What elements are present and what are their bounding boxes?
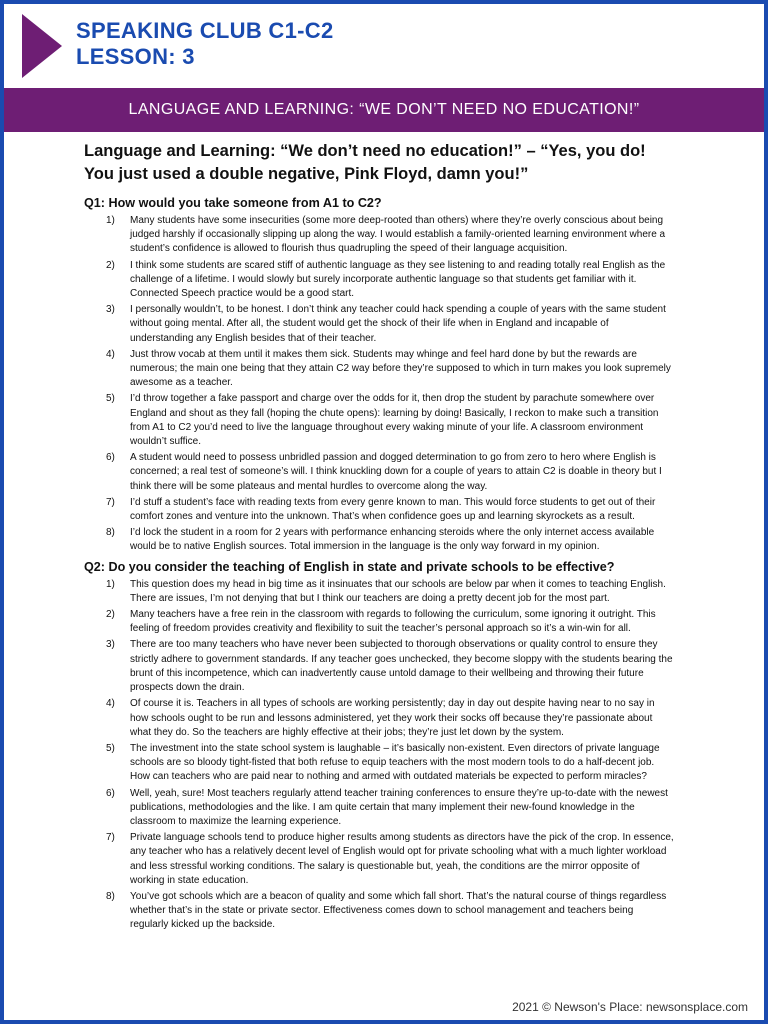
list-item	[84, 259, 674, 302]
item-text: The investment into the state school system is laughable – it’s basically non-existent. Even directors of private language schools are so bloody tight-fisted that both refuse to equip teachers with the most modern tools to do a half-decent job. How can teachers who are paid near to nothing and armed with outdated materials be expected to perform miracles?	[130, 742, 660, 783]
item-text: I think some students are scared stiff of authentic language as they see listening to and reading totally real English as the challenge of a lifetime. I would slowly but surely incorporate authentic language so that students get familiar with it. Connected Speech practice would be a good start.	[130, 259, 666, 300]
list-item	[84, 348, 674, 391]
item-number: 2)	[106, 609, 115, 621]
item-text: I personally wouldn’t, to be honest. I don’t think any teacher could hack spending a couple of years with the same student without going mental. After all, the student would get the shock of their life when in England and incapable of understanding any English besides that of their teacher.	[130, 304, 666, 344]
answer-list-q1	[84, 214, 674, 555]
play-triangle-icon	[22, 14, 62, 78]
item-text: A student would need to possess unbridled passion and dogged determination to go from zero to hero where English is concerned; a real test of someone’s will. I think knuckling down for a couple of years to attain C2 is doable in theory but I think there will be some plateaus and mental hurdles to overcome along the way.	[130, 452, 662, 492]
item-text: I’d stuff a student’s face with reading texts from every genre known to man. This would force students to get out of their comfort zones and venture into the unknown. That’s when confidence goes up and learning skyrockets as a result.	[130, 496, 656, 523]
document-title: Language and Learning: “We don’t need no education!” – “Yes, you do! You just used a double negative, Pink Floyd, damn you!”	[84, 142, 646, 183]
item-text: Many teachers have a free rein in the classroom with regards to following the curriculum, some ignoring it outright. This feeling of freedom provides creativity and flexibility to suit the teacher’s personal approach so it’s a win-win for all.	[130, 609, 656, 635]
list-item	[84, 451, 674, 494]
item-number: 7)	[106, 832, 115, 844]
club-title: SPEAKING CLUB C1-C2	[76, 18, 334, 43]
list-item	[84, 890, 674, 933]
item-number: 5)	[106, 742, 115, 754]
item-text: Just throw vocab at them until it makes them sick. Students may whinge and feel hard done by but the rewards are numerous; the main one being that they attain C2 way before they’re supposed to which in turn makes you look supremely awesome as a teacher.	[130, 348, 671, 389]
lesson-title: LESSON: 3	[76, 44, 195, 69]
item-number: 8)	[106, 890, 115, 902]
item-number: 2)	[106, 259, 115, 271]
item-number: 8)	[106, 527, 115, 539]
question-2: Q2: Do you consider the teaching of English in state and private schools to be effective?	[84, 559, 615, 574]
item-number: 1)	[106, 215, 115, 226]
item-number: 6)	[106, 452, 115, 464]
item-number: 3)	[106, 304, 115, 316]
item-number: 5)	[106, 393, 115, 405]
item-text: Many students have some insecurities (some more deep-rooted than others) where they’re overly conscious about being judged harshly if occasionally slipping up along the way. I would establish a family-oriented learning environment where a student’s confidence is allowed to flourish thus quadrupling the speed of their language acquisition.	[130, 215, 666, 255]
list-item	[84, 526, 674, 554]
list-item	[84, 392, 674, 449]
list-item	[84, 608, 674, 636]
item-text: Of course it is. Teachers in all types of schools are working persistently; day in day out despite having near to no say in how schools ought to be run and lessons administered, yet they work their socks off because they’re passionate about what they do. So the teachers are highly effective at their jobs; they’re just let down by the system.	[130, 698, 655, 738]
list-item	[84, 831, 674, 888]
item-text: You’ve got schools which are a beacon of quality and some which fall short. That’s the natural course of things regardless whether that’s in the state or private sector. Effectiveness comes down to school management and teachers being regularly kicked up the backside.	[130, 890, 667, 931]
item-number: 6)	[106, 787, 115, 799]
document-body	[84, 140, 674, 935]
item-number: 7)	[106, 496, 115, 508]
item-number: 1)	[106, 578, 115, 590]
list-item	[84, 578, 674, 606]
header	[0, 0, 768, 88]
list-item	[84, 496, 674, 524]
item-number: 4)	[106, 698, 115, 710]
item-number: 4)	[106, 348, 115, 360]
list-item	[84, 787, 674, 830]
list-item	[84, 214, 674, 257]
item-text: This question does my head in big time as it insinuates that our schools are below par when it comes to teaching English. There are issues, I’m not denying that but I think our teachers are doing a pretty decent job for the most part.	[130, 578, 666, 604]
item-text: Private language schools tend to produce higher results among students as directors have the pick of the crop. In essence, any teacher who has a relatively decent level of English would opt for private schooling what with a much lighter workload and less stressful working conditions. The salary is questionable but, yeah, the conditions are the mirror opposite of working in state education.	[130, 832, 674, 886]
item-text: I’d lock the student in a room for 2 years with performance enhancing steroids where the only internet access available would be to native English sources. Total immersion in the language is the only way forward in my opinion.	[130, 527, 655, 553]
list-item	[84, 742, 674, 785]
item-text: There are too many teachers who have never been subjected to thorough observations or quality control to ensure they strictly adhere to government standards. If any teacher goes unchecked, they become sloppy with the students bearing the brunt of this incompetence, which can inadvertently cause untold damage to their wellbeing and throwing their future prospects down the drain.	[130, 639, 673, 694]
question-1: Q1: How would you take someone from A1 to C2?	[84, 196, 382, 210]
list-item	[84, 303, 674, 346]
list-item	[84, 638, 674, 695]
item-number: 3)	[106, 639, 115, 651]
item-text: I’d throw together a fake passport and charge over the odds for it, then drop the student by parachute somewhere over England and shout as they fall (hoping the chute opens): learning by doing! Basically, I reckon to make such a transition from A1 to C2 you’d need to live the language throughout every waking minute of your life. A classroom environment wouldn’t suffice.	[130, 393, 659, 448]
list-item	[84, 697, 674, 740]
topic-banner: LANGUAGE AND LEARNING: “WE DON’T NEED NO EDUCATION!”	[4, 88, 764, 132]
answer-list-q2	[84, 578, 674, 933]
copyright-footer: 2021 © Newson's Place: newsonsplace.com	[512, 1000, 748, 1014]
item-text: Well, yeah, sure! Most teachers regularly attend teacher training conferences to ensure they’re up-to-date with the newest publications, methodologies and the like. I am quite certain that many implement their new-found knowledge in the classroom to maximize the learning experience.	[130, 787, 668, 827]
